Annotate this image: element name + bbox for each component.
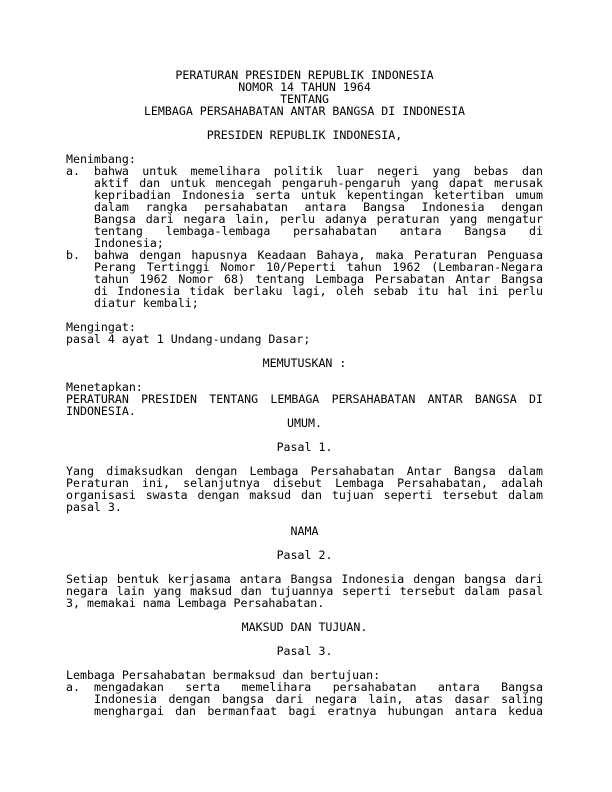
doc-line <box>66 297 543 309</box>
doc-line-text: Pasal 2. <box>276 548 333 562</box>
doc-line-text: dalam rangka persahabatan antara Bangsa Indonesia dengan <box>94 200 543 214</box>
doc-line-text: Perang Tertinggi Nomor 10/Peperti tahun 1962 (Lembaran-Negara <box>94 260 543 274</box>
doc-line-text: tentang lembaga-lembaga persahabatan antara Bangsa di <box>94 224 543 238</box>
document-body <box>66 69 543 717</box>
doc-line-text: UMUM. <box>287 416 322 430</box>
doc-line <box>66 525 543 537</box>
doc-line-text: pasal 4 ayat 1 Undang-undang Dasar; <box>66 332 311 346</box>
doc-line <box>66 549 543 561</box>
doc-line-text: Pasal 3. <box>276 644 333 658</box>
doc-line <box>66 441 543 453</box>
doc-line-text: MAKSUD DAN TUJUAN. <box>241 620 368 634</box>
doc-line <box>66 597 543 609</box>
doc-line-text: LEMBAGA PERSAHABATAN ANTAR BANGSA DI INDONESIA <box>143 104 466 118</box>
doc-line-text: kepribadian Indonesia serta untuk kepentingan ketertiban umum <box>94 188 543 202</box>
doc-line <box>66 333 543 345</box>
doc-line-text: tahun 1962 Nomor 68) tentang Lembaga Persabatan Antar Bangsa <box>94 272 543 286</box>
doc-line-text: bahwa dengan hapusnya Keadaan Bahaya, maka Peraturan Penguasa <box>94 248 543 262</box>
doc-line <box>66 105 543 117</box>
doc-line-text: Menimbang: <box>66 152 136 166</box>
doc-line-text: Lembaga Persahabatan bermaksud dan bertujuan: <box>66 668 381 682</box>
doc-line-text: MEMUTUSKAN : <box>262 356 347 370</box>
doc-line-text: 3, memakai nama Lembaga Persahabatan. <box>66 596 325 610</box>
doc-line-text: Bangsa dari negara lain, perlu adanya peraturan yang mengatur <box>94 212 543 226</box>
doc-line-text: NAMA <box>290 524 319 538</box>
doc-line-text: Indonesia dengan bangsa dari negara lain, atas dasar saling <box>94 692 543 706</box>
list-item-marker: a. <box>66 164 80 178</box>
doc-line-text: NOMOR 14 TAHUN 1964 <box>238 80 371 94</box>
doc-line-text: mengadakan serta memelihara persahabatan antara Bangsa <box>94 680 543 694</box>
doc-line-text: negara lain yang maksud dan tujuannya seperti tersebut dalam pasal <box>66 584 543 598</box>
doc-line-text: TENTANG <box>280 92 329 106</box>
doc-line-text: Mengingat: <box>66 320 136 334</box>
blank-line <box>66 141 543 153</box>
doc-line <box>66 621 543 633</box>
doc-line-text: PERATURAN PRESIDEN TENTANG LEMBAGA PERSAHABATAN ANTAR BANGSA DI <box>66 392 543 406</box>
doc-line-text: INDONESIA. <box>66 404 136 418</box>
list-item-marker: b. <box>66 248 80 262</box>
doc-line-text: organisasi swasta dengan maksud dan tujuan seperti tersebut dalam <box>66 488 543 502</box>
doc-line-text: Setiap bentuk kerjasama antara Bangsa Indonesia dengan bangsa dari <box>66 572 543 586</box>
doc-line-text: di Indonesia tidak berlaku lagi, oleh sebab itu hal ini perlu <box>94 284 543 298</box>
doc-line <box>66 489 543 501</box>
doc-line <box>66 357 543 369</box>
doc-line-text: menghargai dan bermanfaat bagi eratnya hubungan antara kedua <box>94 704 543 718</box>
doc-line <box>66 393 543 405</box>
doc-line <box>66 645 543 657</box>
doc-line-text: diatur kembali; <box>94 296 199 310</box>
doc-line-text: Yang dimaksudkan dengan Lembaga Persahabatan Antar Bangsa dalam <box>66 464 543 478</box>
list-item-marker: a. <box>66 680 80 694</box>
doc-line-text: Pasal 1. <box>276 440 333 454</box>
doc-line-text: pasal 3. <box>66 500 122 514</box>
doc-line <box>66 501 543 513</box>
doc-line-text: PRESIDEN REPUBLIK INDONESIA, <box>206 128 403 142</box>
doc-line-text: aktif dan untuk mencegah pengaruh-pengaruh yang dapat merusak <box>94 176 543 190</box>
doc-line-text: Peraturan ini, selanjutnya disebut Lembaga Persahabatan, adalah <box>66 476 543 490</box>
doc-line <box>66 129 543 141</box>
doc-line <box>66 705 543 717</box>
doc-line-text: PERATURAN PRESIDEN REPUBLIK INDONESIA <box>175 68 434 82</box>
doc-line-text: Indonesia; <box>94 236 164 250</box>
doc-line-text: Menetapkan: <box>66 380 143 394</box>
blank-line <box>66 309 543 321</box>
doc-line-text: bahwa untuk memelihara politik luar negeri yang bebas dan <box>94 164 543 178</box>
doc-line <box>66 417 543 429</box>
